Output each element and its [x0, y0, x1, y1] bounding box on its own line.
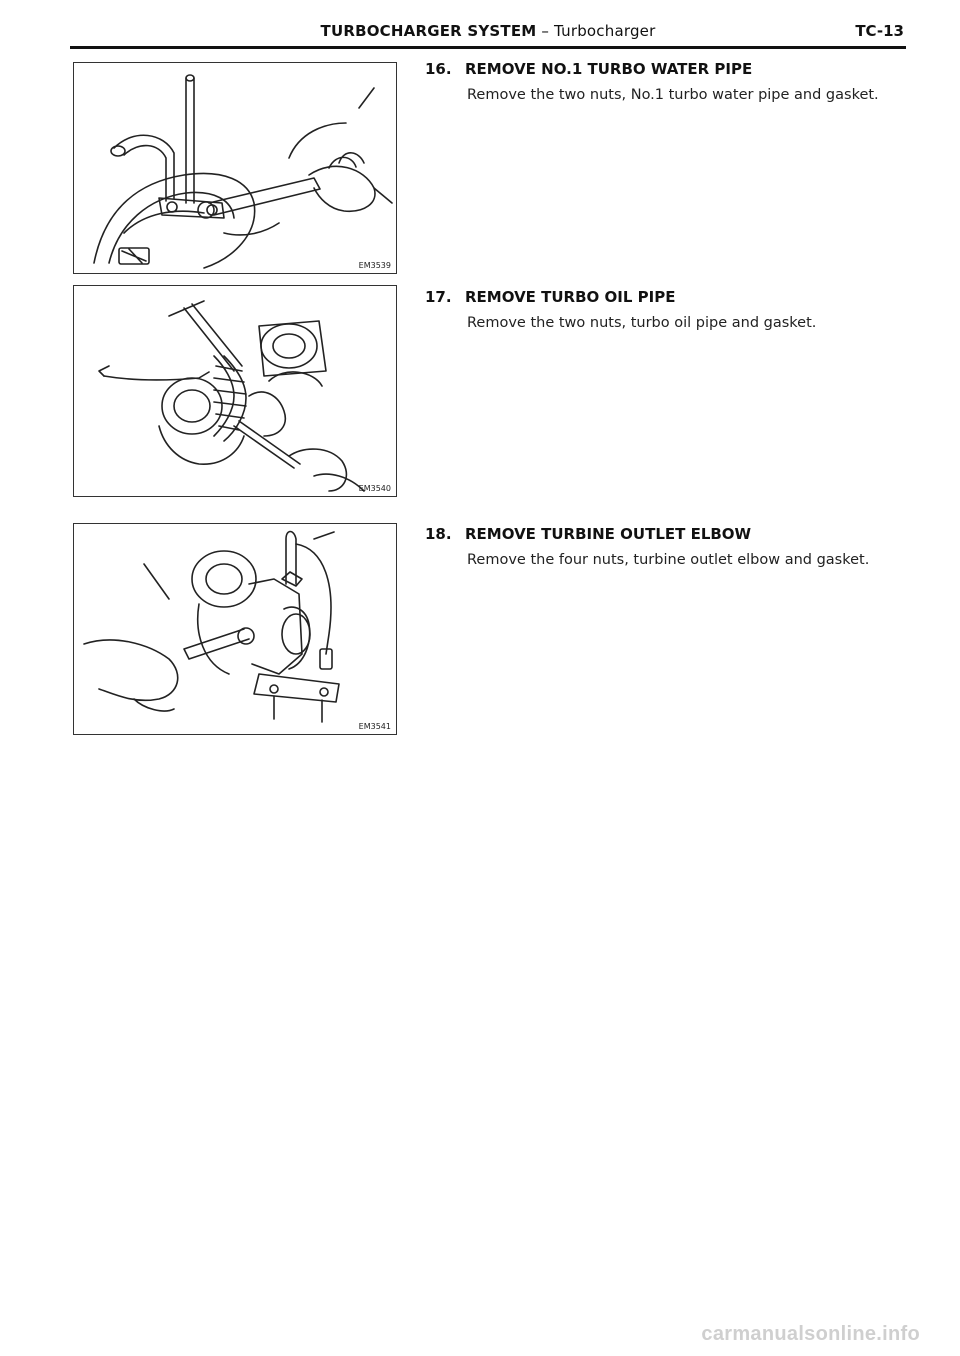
turbine-outlet-elbow-removal-illustration: [74, 524, 396, 734]
step-instruction: Remove the two nuts, No.1 turbo water pipe and gasket.: [467, 87, 879, 103]
step-17: [425, 288, 925, 331]
step-instruction: Remove the two nuts, turbo oil pipe and gasket.: [467, 315, 817, 331]
section-title: TURBOCHARGER SYSTEM: [320, 22, 537, 40]
page-code: TC-13: [855, 22, 904, 40]
step-16: [425, 60, 925, 103]
turbo-water-pipe-removal-illustration: [74, 63, 396, 273]
page-header: [70, 20, 906, 49]
step-heading: [425, 60, 925, 78]
step-title: REMOVE NO.1 TURBO WATER PIPE: [465, 60, 753, 78]
figure-oil-pipe: [73, 285, 397, 497]
step-title: REMOVE TURBO OIL PIPE: [465, 288, 676, 306]
turbo-oil-pipe-removal-illustration: [74, 286, 396, 496]
figure-water-pipe: [73, 62, 397, 274]
figure-code: EM3540: [358, 484, 391, 493]
step-heading: [425, 288, 925, 306]
figure-code: EM3541: [358, 722, 391, 731]
step-number: 17.: [425, 288, 452, 306]
page-title: [70, 22, 906, 40]
step-number: 16.: [425, 60, 452, 78]
subsection-title: – Turbocharger: [536, 22, 656, 40]
step-18: [425, 525, 925, 568]
step-number: 18.: [425, 525, 452, 543]
figure-outlet-elbow: [73, 523, 397, 735]
watermark: carmanualsonline.info: [701, 1323, 920, 1345]
step-instruction: Remove the four nuts, turbine outlet elbow and gasket.: [467, 552, 870, 568]
step-heading: [425, 525, 925, 543]
step-title: REMOVE TURBINE OUTLET ELBOW: [465, 525, 752, 543]
figure-code: EM3539: [358, 261, 391, 270]
